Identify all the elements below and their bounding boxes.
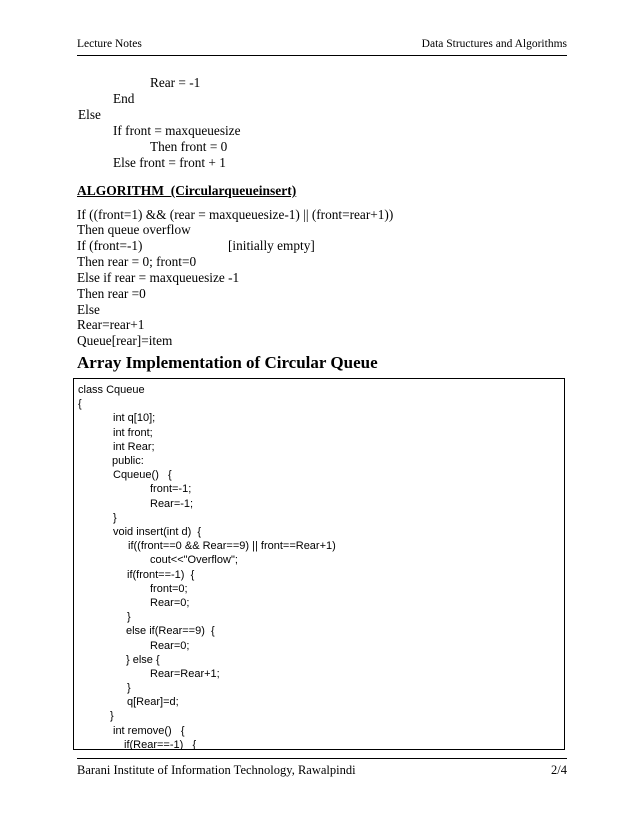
code-line: Rear=Rear+1; bbox=[150, 667, 220, 680]
code-line: } bbox=[113, 511, 117, 524]
algorithm-line: Rear=rear+1 bbox=[77, 317, 145, 332]
algorithm-line: If (front=-1) bbox=[77, 238, 143, 253]
pre-text-line: Else bbox=[78, 107, 101, 122]
algorithm-line: If ((front=1) && (rear = maxqueuesize-1) || (front=rear+1)) bbox=[77, 207, 394, 222]
algorithm-line: Queue[rear]=item bbox=[77, 333, 173, 348]
header-right-text: Data Structures and Algorithms bbox=[421, 38, 567, 50]
page-header bbox=[77, 38, 567, 54]
algorithm-line: Then queue overflow bbox=[77, 222, 191, 237]
algorithm-line: Then rear =0 bbox=[77, 286, 146, 301]
pre-text-line: Else front = front + 1 bbox=[113, 155, 226, 170]
algorithm-line: Else bbox=[77, 302, 100, 317]
code-line: cout<<"Overflow"; bbox=[150, 554, 238, 567]
algorithm-line: Then rear = 0; front=0 bbox=[77, 254, 197, 269]
code-line: Cqueue() { bbox=[113, 469, 172, 482]
algorithm-line: Else if rear = maxqueuesize -1 bbox=[77, 270, 240, 285]
code-line: int q[10]; bbox=[113, 412, 156, 425]
code-line: int remove() { bbox=[113, 724, 185, 737]
algorithm-comment: [initially empty] bbox=[228, 238, 315, 253]
code-line: front=-1; bbox=[150, 483, 192, 496]
page-footer bbox=[77, 763, 567, 779]
pre-text-line: End bbox=[113, 91, 135, 106]
code-line: int front; bbox=[113, 426, 153, 439]
code-line: if(front==-1) { bbox=[127, 568, 195, 581]
code-line: public: bbox=[112, 454, 144, 467]
code-line: void insert(int d) { bbox=[113, 525, 202, 538]
footer-rule bbox=[77, 758, 567, 759]
code-line: int Rear; bbox=[113, 440, 155, 453]
page-number: 2/4 bbox=[551, 763, 567, 777]
code-line: if((front==0 && Rear==9) || front==Rear+1) bbox=[128, 540, 336, 553]
pre-text-line: If front = maxqueuesize bbox=[113, 123, 241, 138]
code-line: } bbox=[110, 710, 114, 723]
code-line: class Cqueue bbox=[78, 384, 145, 396]
pre-text-line: Then front = 0 bbox=[150, 139, 228, 154]
code-line: } else { bbox=[126, 653, 160, 666]
code-line: q[Rear]=d; bbox=[127, 696, 179, 709]
code-line: } bbox=[127, 611, 131, 624]
code-line: Rear=-1; bbox=[150, 497, 194, 510]
code-listing bbox=[73, 378, 565, 750]
code-line: } bbox=[127, 682, 131, 695]
header-rule bbox=[77, 55, 567, 56]
algorithm-heading: ALGORITHM (Circularqueueinsert) bbox=[77, 183, 297, 198]
code-line: front=0; bbox=[150, 582, 188, 595]
code-line: { bbox=[78, 398, 82, 411]
footer-left-text: Barani Institute of Information Technology, Rawalpindi bbox=[77, 763, 356, 777]
code-line: if(Rear==-1) { bbox=[124, 738, 197, 750]
code-line: Rear=0; bbox=[150, 639, 190, 652]
code-line: else if(Rear==9) { bbox=[126, 625, 215, 638]
pre-text-line: Rear = -1 bbox=[150, 75, 201, 90]
header-left-text: Lecture Notes bbox=[77, 38, 142, 50]
code-line: Rear=0; bbox=[150, 596, 190, 609]
section-heading: Array Implementation of Circular Queue bbox=[77, 353, 378, 372]
